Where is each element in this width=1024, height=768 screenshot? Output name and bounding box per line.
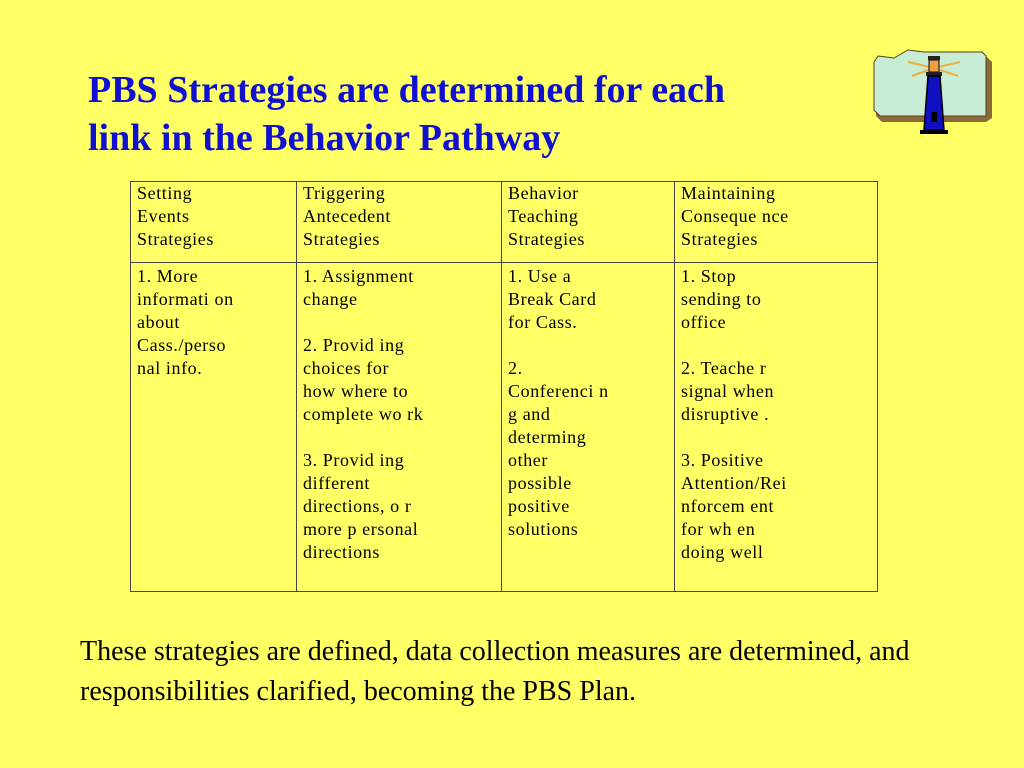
header-behavior-teaching: Behavior Teaching Strategies <box>502 182 675 263</box>
title-line-2: link in the Behavior Pathway <box>88 117 561 159</box>
header-setting-events: Setting Events Strategies <box>131 182 297 263</box>
title-line-1: PBS Strategies are determined for each <box>88 69 726 111</box>
footer-text: These strategies are defined, data collection measures are determined, and responsibilities clarified, becoming the PBS Plan. <box>80 636 910 707</box>
table-row <box>131 263 878 592</box>
table-header-row <box>131 182 878 263</box>
header-maintaining-consequence: Maintaining Conseque nce Strategies <box>675 182 878 263</box>
cell-setting-events: 1. More informati on about Cass./perso nal info. <box>131 263 297 592</box>
strategies-table <box>130 181 878 592</box>
cell-maintaining-consequence: 1. Stop sending to office 2. Teache r signal when disruptive . 3. Positive Attention/Rei nforcem ent for wh en doing well <box>675 263 878 592</box>
slide-title <box>88 66 868 162</box>
header-triggering-antecedent: Triggering Antecedent Strategies <box>297 182 502 263</box>
cell-behavior-teaching: 1. Use a Break Card for Cass. 2. Conferenci n g and determing other possible positive solutions <box>502 263 675 592</box>
washington-lighthouse-icon <box>868 42 998 142</box>
cell-triggering-antecedent: 1. Assignment change 2. Provid ing choices for how where to complete wo rk 3. Provid ing different directions, o r more p ersonal directions <box>297 263 502 592</box>
